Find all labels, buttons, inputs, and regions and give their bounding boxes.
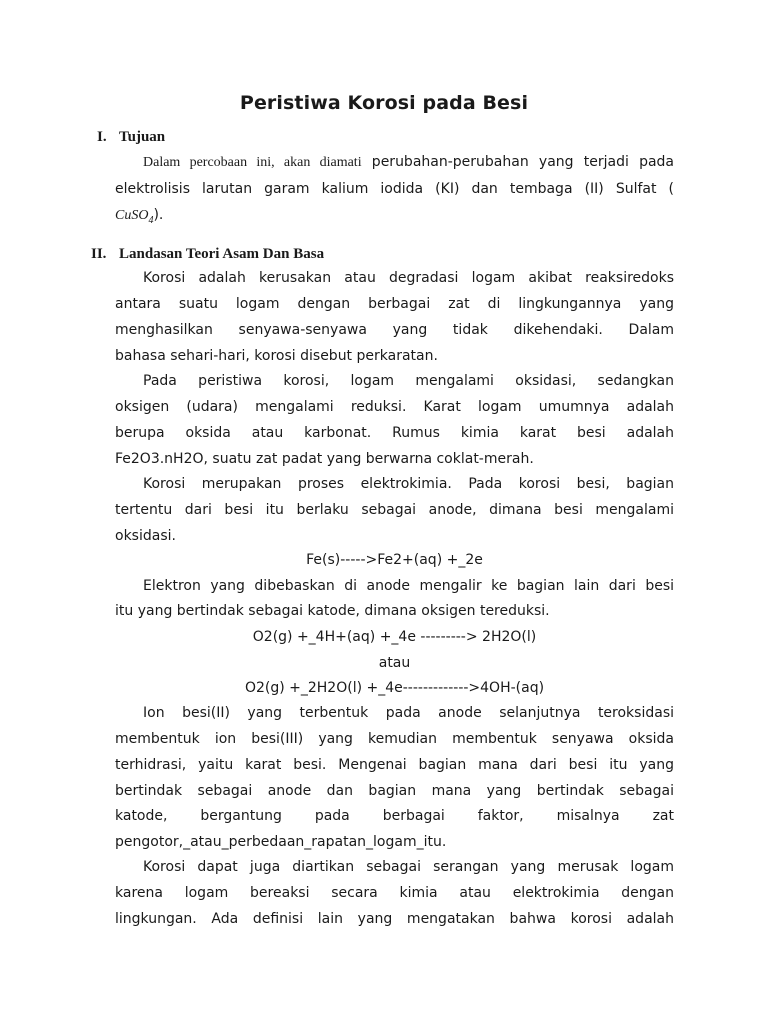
paragraph-line: membentuk ion besi(III) yang kemudian membentuk senyawa oksida [115, 731, 674, 747]
paragraph-line [115, 205, 674, 225]
paragraph-line: Fe2O3.nH2O, suatu zat padat yang berwarna coklat-merah. [115, 451, 534, 467]
paragraph-line: Korosi dapat juga diartikan sebagai serangan yang merusak logam [143, 859, 674, 875]
paragraph-line: bertindak sebagai anode dan bagian mana yang bertindak sebagai [115, 783, 674, 799]
paragraph-line: Korosi adalah kerusakan atau degradasi logam akibat reaksiredoks [143, 270, 674, 286]
paragraph-line: oksidasi. [115, 528, 176, 544]
paragraph-line [115, 152, 674, 172]
formula-closing: ). [153, 207, 164, 223]
paragraph-line: itu yang bertindak sebagai katode, dimana oksigen tereduksi. [115, 603, 550, 619]
paragraph-line: lingkungan. Ada definisi lain yang mengatakan bahwa korosi adalah [115, 911, 674, 927]
equation-line: O2(g) +_4H+(aq) +_4e ---------> 2H2O(l) [252, 629, 537, 645]
equation-line: O2(g) +_2H2O(l) +_4e------------->4OH-(aq) [244, 680, 545, 696]
paragraph-line: oksigen (udara) mengalami reduksi. Karat logam umumnya adalah [115, 399, 674, 415]
equation-separator: atau [378, 655, 411, 671]
document-title: Peristiwa Korosi pada Besi [239, 92, 529, 114]
section-title: Landasan Teori Asam Dan Basa [119, 246, 325, 262]
chemical-formula: CuSO$_4$ [115, 208, 154, 226]
paragraph-line: berupa oksida atau karbonat. Rumus kimia karat besi adalah [115, 425, 674, 441]
section-number: I. [97, 129, 107, 145]
paragraph-line: terhidrasi, yaitu karat besi. Mengenai bagian mana dari besi itu yang [115, 757, 674, 773]
equation-line: Fe(s)----->Fe2+(aq) +_2e [306, 552, 483, 568]
paragraph-line: tertentu dari besi itu berlaku sebagai anode, dimana besi mengalami [115, 502, 674, 518]
paragraph-line: Elektron yang dibebaskan di anode mengalir ke bagian lain dari besi [143, 578, 674, 594]
section-title: Tujuan [119, 129, 166, 145]
paragraph-line: antara suatu logam dengan berbagai zat di lingkungannya yang [115, 296, 674, 312]
paragraph-line: karena logam bereaksi secara kimia atau elektrokimia dengan [115, 885, 674, 901]
paragraph-line: menghasilkan senyawa-senyawa yang tidak dikehendaki. Dalam [115, 322, 674, 338]
paragraph-line: pengotor,_atau_perbedaan_rapatan_logam_itu. [115, 834, 447, 850]
section-number: II. [91, 246, 107, 262]
section-heading-tujuan [97, 129, 165, 146]
sans-text-run: perubahan-perubahan yang terjadi pada [361, 154, 674, 170]
paragraph-line: Korosi merupakan proses elektrokimia. Pada korosi besi, bagian [143, 476, 674, 492]
paragraph-line: bahasa sehari-hari, korosi disebut perkaratan. [115, 348, 438, 364]
section-heading-landasan-teori [91, 246, 324, 263]
serif-text-run: Dalam percobaan ini, akan diamati [143, 155, 362, 170]
paragraph-line: elektrolisis larutan garam kalium iodida (KI) dan tembaga (II) Sulfat ( [115, 181, 674, 197]
paragraph-line: Pada peristiwa korosi, logam mengalami oksidasi, sedangkan [143, 373, 674, 389]
paragraph-line: Ion besi(II) yang terbentuk pada anode selanjutnya teroksidasi [143, 705, 674, 721]
paragraph-line: katode, bergantung pada berbagai faktor, misalnya zat [115, 808, 674, 824]
